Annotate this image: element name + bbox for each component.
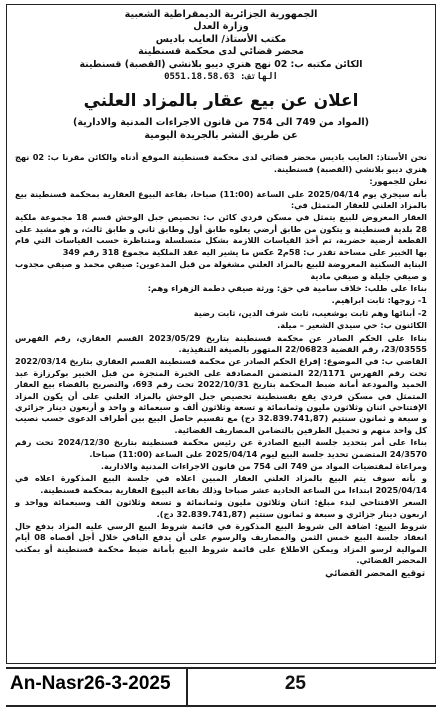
newspaper-footer: [6, 667, 436, 707]
footer-divider: [186, 669, 188, 705]
body-paragraph: شروط البيع: اضافة الى شروط البيع المذكورة في قائمة شروط البيع الرسي عليه المزاد بدفع حال انعقاد جلسة البيع خمس الثمن والمصاريف والرسوم على أن يدفع الباقي خلال أجل أقصاه 08 أيام الموالية لرسو المزاد ويمكن الاطلاع على قائمة شروط البيع بأمانة ضبط محكمة قسنطينة أو بمكتب المحضر القضائي.: [15, 521, 427, 566]
body-paragraph: بناءا على طلب: خلاف سامية في حق: ورثة صيفي دطمة الزهراء وهم:: [147, 282, 427, 293]
header-block: [15, 9, 427, 83]
body-paragraph: بناءا على الحكم الصادر عن محكمة قسنطينة بتاريخ 2023/05/29 القسم العقاري، رقم الفهرس 23/03555، رقم القضية 22/06823 المتهور بالصيغة التنفيذية.: [15, 332, 427, 354]
page-number: 25: [284, 673, 306, 694]
publication-date: An-Nasr26-3-2025: [10, 673, 171, 694]
announcement-title: اعلان عن بيع عقار بالمزاد العلني: [83, 91, 359, 112]
header-court: محضر قضائي لدى محكمة قسنطينة: [138, 46, 304, 58]
subtitle-law-articles: (المواد من 749 الى 754 من قانون الاجراءات المدنية والادارية): [72, 117, 370, 129]
body-paragraph: السعر الافتتاحي لبدء مبلغ: اثنان وثلاثون مليون وثمانمائة و تسعة وثلاثون الف وسبعمائة وواحد و اربعون دينار جزائري و سبعة و ثمانون سنتيم (32.839.741,87 دج).: [15, 497, 427, 519]
body-paragraph: البناية السكنية المعروضة للبيع بالمزاد العلني مشغولة من قبل المدعوين: صيفي محمد و صيفي مجدوب و صيفي جليلة و صيفي مادية: [15, 259, 427, 281]
header-republic: الجمهورية الجزائرية الديمقراطية الشعبية: [124, 9, 318, 20]
body-paragraph: بناءا على أمر بتحديد جلسة البيع الصادرة عن رئيس محكمة قسنطينة بتاريخ 2024/12/30 تحت رقم 24/3570 المتضمن تحديد جلسة البيع ليوم 2025/04/14 على الساعة (11:00) صباحا.: [15, 437, 428, 459]
body-paragraph: 1- زوجها: ثابت ابراهيم.: [331, 295, 427, 306]
body-paragraph: نحن الأستاذ: العايب باديس محضر قضائي لدى محكمة قسنطينة الموقع أدناه والكائن مقرنا ب: 02 نهج هنري ديبو بلانشي (القصبة) قسنطينة.: [15, 152, 427, 174]
subtitle-publication: عن طريق النشر بالجريدة اليومية: [144, 129, 298, 141]
body-paragraph: نعلن للجمهور:: [369, 176, 427, 187]
announcement-subtitle: [15, 117, 427, 142]
header-phone: الهاتف: 0551.18.58.63: [164, 72, 278, 83]
header-ministry: وزارة العدل: [193, 21, 249, 33]
announcement-page: [6, 4, 436, 664]
body-paragraph: العقار المعروض للبيع يتمثل في مسكن فردي كائن ب: تحصيص جبل الوحش قسم 18 مجموعة ملكية 28 بلدية قسنطينة و يتكون من طابق أرضي يعلوه طابق أول وطابق ثاني و طابق ثالث، و هو مشيد على القطعة أرضية حضرية، تم أخذ القياسات اللازمة بشكل متسلسلة ومتناظرة حسب القياسات التي قام بها الخبير على مساحة تقدر ب: 58م2 عكس ما يشير اليه عقد الملكية مجموع 318 رقم 349: [15, 212, 427, 257]
announcement-body: [15, 152, 427, 578]
body-paragraph: الكائنون ب: حي سيدي الشعير – ميلة.: [277, 320, 427, 331]
header-office: مكتب الأستاذ/ العايب باديس: [155, 33, 287, 45]
header-address: الكائن مكتبه ب: 02 نهج هنري ديبو بلانشي (القصبة) قسنطينة: [79, 58, 363, 70]
body-paragraph: و بأنه سوف يتم البيع بالمزاد العلني العقار المبين اعلاه في جلسة البيع المذكورة اعلاه في 2025/04/14 ابتداءا من الساعة الحادية عشر صباحا وذلك بقاعة البيوع العقارية بمحكمة قسنطينة.: [15, 473, 427, 495]
body-paragraph: 2- أبنائها وهم ثابت بوشعيب، ثابت شرف الدين، ثابت رضية: [193, 307, 427, 318]
body-paragraph: ومراعاة لمقتضيات المواد من 749 الى 754 من قانون الاجراءات المدنية والادارية.: [100, 461, 427, 471]
signature-label: توقيع المحضر القضائي: [325, 568, 425, 579]
body-paragraph: بأنه سيجري يوم 2025/04/14 على الساعة (11:00) صباحا، بقاعة البيوع العقارية بمحكمة قسنطينة بيع بالمزاد العلني للعقار المتمثل في:: [15, 188, 427, 211]
body-paragraph: القاضي ب: في الموضوع: إفراغ الحكم الصادر عن محكمة قسنطينة القسم العقاري بتاريخ 2022/03/14 تحت رقم الفهرس 22/1171 المتضمن المصادقة على الخبرة المنجزة من قبل الخبير بوكرزازة عبد الحميد والمودعة أمانة ضبط المحكمة بتاريخ 2022/10/31 تحت رقم 693، والتصريح بالقضاء بيع العقار المتمثل في مسكن فردي يقع بقسنطينة تحصيص جبل الوحش بالمزاد العلني على أن يكون المزاد الإفتتاحي اثنان وثلاثون مليون وثمانمائة و تسعة وثلاثون ألف و سبعمائة و واحد و أربعون دينار جزائري و سبعة و ثمانون سنتيم (32.839.741,87 دج) مع تقسيم حاصل البيع بين أطراف الدعوى حسب نصيب كل واحد منهم و تحميل الطرفين بالتضامن المصاريف القضائية.: [15, 356, 427, 435]
